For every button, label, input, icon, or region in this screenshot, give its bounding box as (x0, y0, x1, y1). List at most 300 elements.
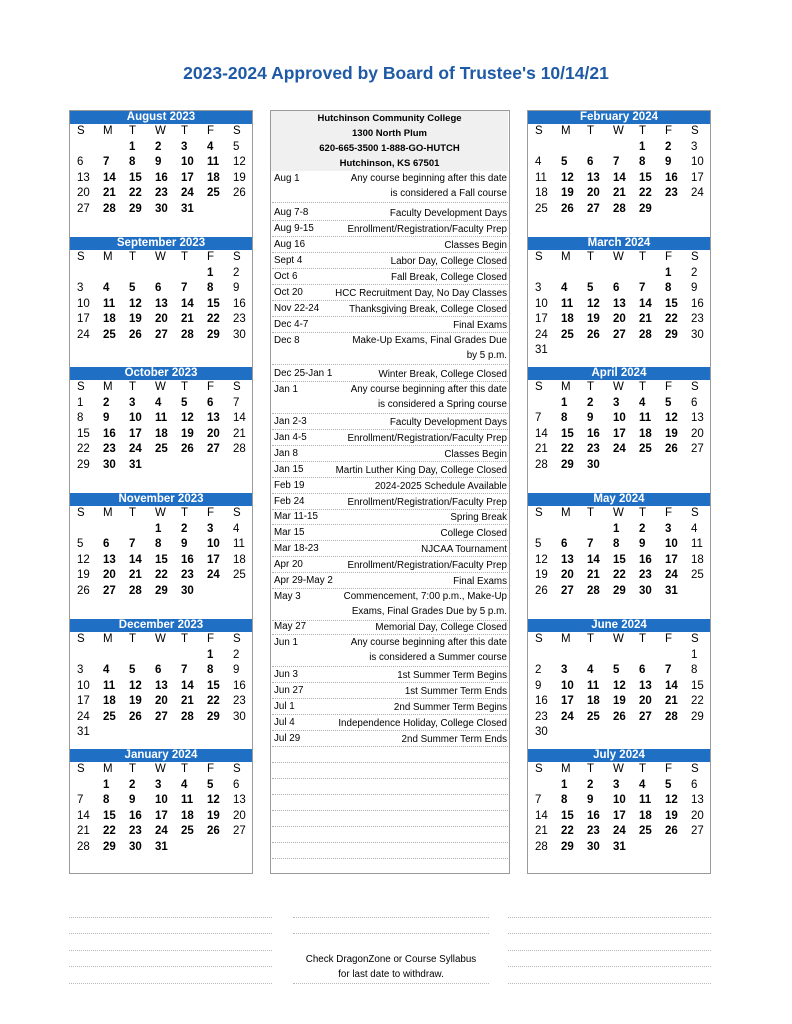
event-description: HCC Recruitment Day, No Day Classes (335, 288, 507, 299)
day-number: 27 (587, 202, 600, 215)
weekday-header: W (613, 251, 624, 263)
day-number: 24 (77, 328, 90, 341)
event-description: Enrollment/Registration/Faculty Prep (347, 560, 507, 571)
empty-day (70, 778, 96, 794)
day-number: 18 (587, 695, 600, 707)
weekday-header: W (155, 381, 166, 393)
day-number: 13 (155, 679, 168, 692)
day-number: 10 (613, 794, 626, 806)
day-number: 19 (181, 427, 194, 440)
weekday-header: S (233, 763, 241, 775)
event-date: Jan 1 (274, 384, 298, 395)
event-row (272, 382, 508, 414)
day-number: 14 (103, 171, 116, 184)
empty-day (632, 266, 658, 282)
day-number: 16 (639, 553, 652, 566)
weekday-header: F (207, 633, 215, 645)
event-date: Mar 18-23 (274, 543, 319, 554)
day-number: 9 (129, 794, 136, 806)
weekday-header: S (535, 507, 543, 519)
day-number: 22 (639, 187, 652, 199)
event-date: Oct 20 (274, 287, 303, 298)
day-number: 21 (129, 569, 142, 581)
event-description: NJCAA Tournament (421, 544, 507, 555)
day-number: 4 (639, 396, 646, 409)
month-title: April 2024 (528, 367, 710, 380)
day-number: 3 (561, 664, 568, 676)
day-number: 14 (77, 809, 90, 822)
event-row (272, 333, 508, 365)
weekday-header: T (639, 381, 647, 393)
day-number: 2 (665, 140, 672, 153)
month-grid (70, 762, 252, 855)
month-grid (70, 250, 252, 343)
footer-dotted-line (69, 917, 272, 918)
day-number: 27 (561, 584, 574, 597)
day-number: 29 (665, 328, 678, 341)
month-title: October 2023 (70, 367, 252, 380)
day-number: 25 (587, 710, 600, 723)
day-number: 29 (207, 710, 220, 723)
day-number: 9 (639, 538, 646, 550)
day-number: 11 (155, 412, 168, 424)
day-number: 1 (613, 522, 620, 535)
footer-dotted-line (69, 933, 272, 934)
day-number: 29 (77, 458, 90, 471)
day-number: 27 (155, 710, 168, 723)
day-number: 5 (77, 538, 84, 550)
day-number: 13 (613, 297, 626, 310)
day-number: 7 (181, 282, 188, 294)
day-number: 15 (129, 171, 142, 184)
day-number: 1 (691, 648, 698, 661)
day-number: 5 (233, 140, 240, 153)
day-number: 29 (639, 202, 652, 215)
day-number: 24 (181, 187, 194, 199)
day-number: 4 (561, 282, 568, 294)
event-row (272, 269, 508, 285)
day-number: 12 (233, 156, 246, 168)
day-number: 15 (155, 553, 168, 566)
empty-day (658, 648, 684, 664)
day-number: 12 (665, 794, 678, 806)
event-date: Apr 29-May 2 (274, 575, 333, 586)
day-number: 17 (613, 427, 626, 440)
weekday-header: S (233, 381, 241, 393)
day-number: 17 (155, 809, 168, 822)
weekday-header: M (561, 763, 571, 775)
day-number: 19 (233, 171, 246, 184)
day-number: 16 (587, 809, 600, 822)
day-number: 30 (181, 584, 194, 597)
month-grid (70, 506, 252, 599)
day-number: 23 (103, 443, 116, 455)
event-row (272, 715, 508, 731)
day-number: 12 (129, 679, 142, 692)
day-number: 20 (103, 569, 116, 581)
weekday-header: T (639, 125, 647, 137)
event-date: Jun 1 (274, 637, 298, 648)
day-number: 30 (587, 458, 600, 471)
event-date: Jun 27 (274, 685, 304, 696)
day-number: 13 (639, 679, 652, 692)
day-number: 22 (691, 695, 704, 707)
day-number: 29 (691, 710, 704, 723)
day-number: 20 (691, 427, 704, 440)
day-number: 22 (561, 443, 574, 455)
day-number: 21 (181, 313, 194, 325)
day-number: 7 (77, 794, 84, 806)
day-number: 24 (77, 710, 90, 723)
day-number: 18 (103, 313, 116, 325)
weekday-header: F (207, 507, 215, 519)
event-description: Commencement, 7:00 p.m., Make-Up Exams, Final Grades Due by 5 p.m. (343, 591, 507, 617)
day-number: 17 (665, 553, 678, 566)
day-number: 4 (181, 778, 188, 791)
day-number: 5 (587, 282, 594, 294)
day-number: 14 (535, 809, 548, 822)
day-number: 1 (665, 266, 672, 279)
month-title: January 2024 (70, 749, 252, 762)
day-number: 15 (77, 427, 90, 440)
footer-dotted-line (293, 917, 489, 918)
event-description: Thanksgiving Break, College Closed (349, 304, 507, 315)
day-number: 9 (665, 156, 672, 168)
day-number: 7 (103, 156, 110, 168)
weekday-header: T (181, 125, 189, 137)
empty-day (96, 140, 122, 156)
day-number: 13 (233, 794, 246, 806)
day-number: 8 (207, 664, 214, 676)
day-number: 21 (613, 187, 626, 199)
day-number: 2 (639, 522, 646, 535)
footer-dotted-line (69, 950, 272, 951)
weekday-header: F (665, 381, 673, 393)
event-row (272, 635, 508, 667)
day-number: 21 (181, 695, 194, 707)
event-row (272, 731, 508, 747)
day-number: 5 (665, 396, 672, 409)
day-number: 6 (155, 282, 162, 294)
day-number: 21 (665, 695, 678, 707)
day-number: 19 (129, 695, 142, 707)
day-number: 10 (155, 794, 168, 806)
event-description: Faculty Development Days (389, 208, 507, 219)
day-number: 8 (129, 156, 136, 168)
weekday-header: T (129, 251, 137, 263)
day-number: 17 (129, 427, 142, 440)
weekday-header: F (665, 763, 673, 775)
weekday-header: T (129, 633, 137, 645)
weekday-header: T (587, 507, 595, 519)
day-number: 27 (691, 825, 704, 837)
day-number: 3 (691, 140, 698, 153)
day-number: 12 (587, 297, 600, 310)
event-row (272, 237, 508, 253)
blank-event-row (272, 763, 508, 779)
day-number: 4 (103, 664, 110, 676)
weekday-header: M (561, 125, 571, 137)
event-description: Martin Luther King Day, College Closed (335, 465, 507, 476)
day-number: 25 (639, 825, 652, 837)
day-number: 28 (587, 584, 600, 597)
day-number: 28 (535, 458, 548, 471)
month-calendar (528, 111, 710, 217)
day-number: 11 (639, 794, 652, 806)
day-number: 10 (207, 538, 220, 550)
event-description: Any course beginning after this date is considered a Fall course (350, 173, 507, 199)
day-number: 2 (155, 140, 162, 153)
day-number: 23 (233, 695, 246, 707)
day-number: 7 (129, 538, 136, 550)
day-number: 10 (691, 156, 704, 168)
weekday-header: T (181, 763, 189, 775)
event-row (272, 699, 508, 715)
weekday-header: S (691, 633, 699, 645)
day-number: 2 (587, 396, 594, 409)
day-number: 14 (535, 427, 548, 440)
day-number: 3 (613, 396, 620, 409)
day-number: 27 (103, 584, 116, 597)
day-number: 9 (155, 156, 162, 168)
day-number: 16 (587, 427, 600, 440)
weekday-header: S (535, 763, 543, 775)
college-info-header (271, 111, 508, 171)
empty-day (122, 648, 148, 664)
weekday-header: T (639, 633, 647, 645)
day-number: 20 (207, 427, 220, 440)
weekday-header: F (665, 125, 673, 137)
day-number: 14 (587, 553, 600, 566)
empty-day (96, 522, 122, 538)
empty-day (606, 266, 632, 282)
blank-event-row (272, 827, 508, 843)
month-calendar (70, 367, 252, 473)
event-description: Faculty Development Days (389, 417, 507, 428)
day-number: 27 (613, 328, 626, 341)
day-number: 5 (129, 664, 136, 676)
day-number: 15 (613, 553, 626, 566)
month-title: September 2023 (70, 237, 252, 250)
day-number: 29 (155, 584, 168, 597)
day-number: 26 (665, 443, 678, 455)
day-number: 1 (561, 778, 568, 791)
day-number: 4 (103, 282, 110, 294)
event-date: Jan 4-5 (274, 432, 307, 443)
day-number: 22 (561, 825, 574, 837)
day-number: 24 (155, 825, 168, 837)
day-number: 20 (233, 809, 246, 822)
weekday-header: T (587, 763, 595, 775)
day-number: 15 (561, 427, 574, 440)
weekday-header: S (77, 507, 85, 519)
weekday-header: T (181, 633, 189, 645)
day-number: 11 (561, 297, 574, 310)
day-number: 2 (129, 778, 136, 791)
event-date: Sept 4 (274, 255, 303, 266)
day-number: 21 (535, 825, 548, 837)
footer-dotted-line (508, 983, 711, 984)
day-number: 18 (181, 809, 194, 822)
day-number: 18 (535, 187, 548, 199)
event-date: Jan 2-3 (274, 416, 307, 427)
event-description: Enrollment/Registration/Faculty Prep (347, 433, 507, 444)
day-number: 6 (155, 664, 162, 676)
day-number: 7 (181, 664, 188, 676)
blank-event-row (272, 843, 508, 859)
month-grid (70, 380, 252, 473)
day-number: 17 (77, 695, 90, 707)
day-number: 30 (691, 328, 704, 341)
event-date: Apr 20 (274, 559, 303, 570)
day-number: 5 (613, 664, 620, 676)
empty-day (580, 648, 606, 664)
day-number: 31 (535, 344, 548, 356)
month-grid (528, 124, 710, 217)
day-number: 17 (181, 171, 194, 184)
empty-day (70, 266, 96, 282)
day-number: 3 (77, 282, 84, 294)
day-number: 23 (233, 313, 246, 325)
empty-day (122, 266, 148, 282)
empty-day (174, 266, 200, 282)
weekday-header: M (561, 381, 571, 393)
event-description: Any course beginning after this date is considered a Summer course (350, 637, 507, 663)
day-number: 31 (155, 840, 168, 853)
day-number: 25 (535, 202, 548, 215)
day-number: 3 (665, 522, 672, 535)
day-number: 1 (207, 266, 214, 279)
month-calendar (70, 619, 252, 741)
day-number: 17 (691, 171, 704, 184)
day-number: 11 (691, 538, 703, 550)
day-number: 14 (665, 679, 678, 692)
weekday-header: F (207, 125, 215, 137)
weekday-header: T (129, 763, 137, 775)
day-number: 10 (561, 679, 574, 692)
day-number: 7 (639, 282, 646, 294)
weekday-header: S (535, 251, 543, 263)
day-number: 7 (233, 396, 240, 409)
day-number: 16 (665, 171, 678, 184)
day-number: 10 (77, 679, 90, 692)
day-number: 28 (535, 840, 548, 853)
event-date: Nov 22-24 (274, 303, 320, 314)
day-number: 6 (691, 778, 698, 791)
day-number: 6 (77, 156, 84, 168)
event-description: Enrollment/Registration/Faculty Prep (347, 497, 507, 508)
day-number: 31 (613, 840, 626, 853)
weekday-header: W (613, 763, 624, 775)
empty-day (528, 778, 554, 794)
day-number: 21 (639, 313, 652, 325)
weekday-header: M (103, 251, 113, 263)
event-description: Enrollment/Registration/Faculty Prep (347, 224, 507, 235)
day-number: 23 (155, 187, 168, 199)
weekday-header: W (155, 507, 166, 519)
event-row (272, 462, 508, 478)
day-number: 7 (535, 794, 542, 806)
day-number: 14 (181, 297, 194, 310)
day-number: 9 (691, 282, 698, 294)
event-row (272, 667, 508, 683)
day-number: 7 (665, 664, 672, 676)
day-number: 11 (103, 297, 116, 310)
empty-day (554, 522, 580, 538)
day-number: 29 (613, 584, 626, 597)
day-number: 23 (587, 825, 600, 837)
day-number: 9 (233, 664, 240, 676)
event-row (272, 509, 508, 525)
weekday-header: M (103, 381, 113, 393)
day-number: 18 (639, 809, 652, 822)
weekday-header: T (129, 381, 137, 393)
event-date: May 3 (274, 591, 301, 602)
day-number: 19 (613, 695, 626, 707)
month-title: July 2024 (528, 749, 710, 762)
day-number: 31 (77, 726, 90, 738)
weekday-header: S (691, 507, 699, 519)
day-number: 10 (535, 297, 548, 310)
day-number: 5 (181, 396, 188, 409)
event-date: Aug 16 (274, 239, 306, 250)
day-number: 19 (665, 809, 678, 822)
event-description: Any course beginning after this date is considered a Spring course (350, 384, 507, 410)
day-number: 30 (233, 328, 246, 341)
day-number: 27 (155, 328, 168, 341)
weekday-header: S (233, 125, 241, 137)
day-number: 14 (613, 171, 626, 184)
day-number: 6 (691, 396, 698, 409)
day-number: 15 (561, 809, 574, 822)
day-number: 21 (233, 427, 246, 440)
day-number: 20 (561, 569, 574, 581)
month-grid (528, 506, 710, 599)
event-row (272, 478, 508, 494)
day-number: 30 (587, 840, 600, 853)
day-number: 26 (233, 187, 246, 199)
day-number: 11 (587, 679, 600, 692)
day-number: 13 (155, 297, 168, 310)
day-number: 28 (103, 202, 116, 215)
event-date: Jun 3 (274, 669, 298, 680)
day-number: 12 (665, 412, 678, 424)
event-date: Jan 8 (274, 448, 298, 459)
day-number: 25 (103, 710, 116, 723)
weekday-header: S (535, 381, 543, 393)
event-description: College Closed (440, 528, 507, 539)
footer-dotted-line (293, 933, 489, 934)
day-number: 8 (155, 538, 162, 550)
day-number: 30 (535, 726, 548, 738)
day-number: 20 (155, 695, 168, 707)
day-number: 25 (155, 443, 168, 455)
day-number: 25 (103, 328, 116, 341)
day-number: 2 (233, 266, 240, 279)
day-number: 28 (665, 710, 678, 723)
day-number: 6 (207, 396, 214, 409)
event-date: Aug 1 (274, 173, 300, 184)
day-number: 16 (103, 427, 116, 440)
footer-dotted-line (69, 983, 272, 984)
weekday-header: W (613, 633, 624, 645)
event-row (272, 317, 508, 333)
day-number: 28 (639, 328, 652, 341)
day-number: 15 (103, 809, 116, 822)
college-name: Hutchinson Community College (317, 113, 462, 124)
event-date: Dec 4-7 (274, 319, 309, 330)
day-number: 11 (103, 679, 116, 692)
